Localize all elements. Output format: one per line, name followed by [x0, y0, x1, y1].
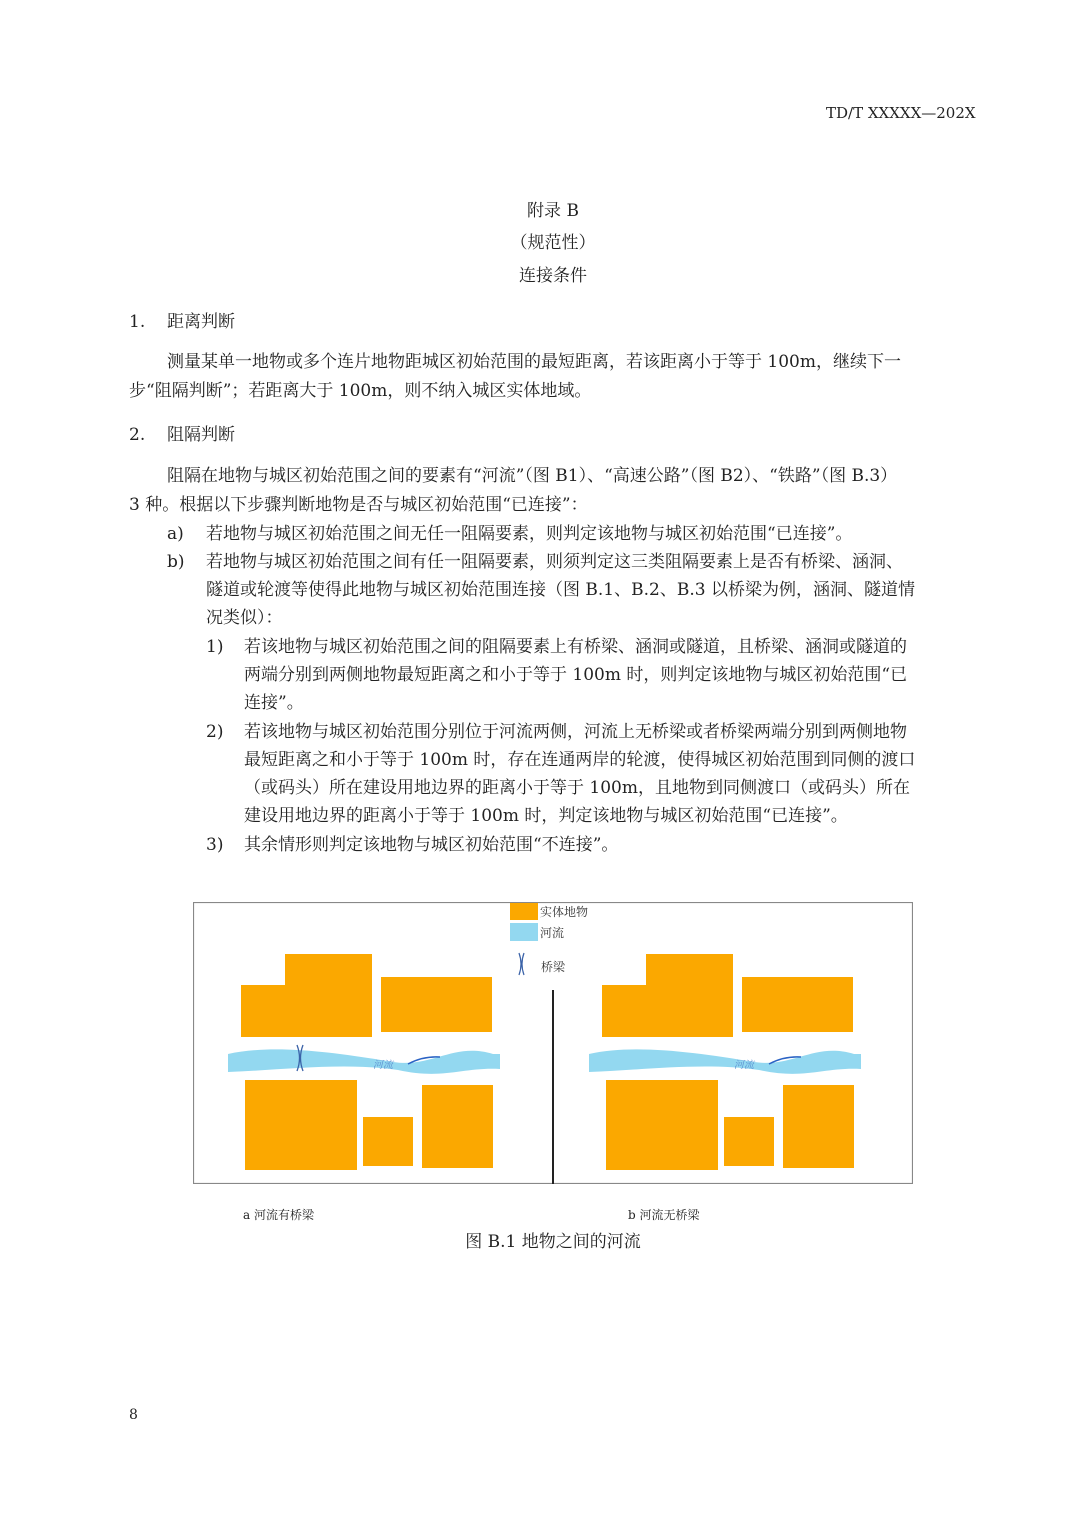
paragraph-line: 阻隔在地物与城区初始范围之间的要素有“河流”（图 B1）、“高速公路”（图 B2）、“铁路”（图 B.3）: [167, 466, 898, 486]
caption-b: b 河流无桥梁: [628, 1208, 700, 1222]
feature-block: [422, 1085, 493, 1168]
feature-block: [245, 1080, 357, 1170]
sublist-label: 2): [206, 722, 224, 742]
sublist-line: 连接”。: [244, 693, 304, 713]
sublist-label: 3): [206, 835, 224, 855]
feature-block: [363, 1117, 413, 1166]
list-line: 隧道或轮渡等使得此地物与城区初始范围连接（图 B.1、B.2、B.3 以桥梁为例，涵洞、隧道情: [206, 580, 915, 600]
section-heading: 距离判断: [167, 312, 235, 332]
legend-bridge-label: 桥梁: [541, 960, 566, 974]
legend-river-swatch: [510, 923, 538, 941]
feature-block: [724, 1117, 774, 1166]
sublist-line: 最短距离之和小于等于 100m 时，存在连通两岸的轮渡，使得城区初始范围到同侧的渡口: [244, 750, 916, 770]
sublist-line: （或码头）所在建设用地边界的距离小于等于 100m，且地物到同侧渡口（或码头）所在: [244, 778, 910, 798]
appendix-name: 连接条件: [519, 266, 587, 286]
list-label: a): [167, 524, 184, 544]
feature-block: [381, 977, 492, 1032]
feature-block: [742, 977, 853, 1032]
sublist-line: 若该地物与城区初始范围分别位于河流两侧，河流上无桥梁或者桥梁两端分别到两侧地物: [244, 722, 907, 742]
feature-block: [606, 1080, 718, 1170]
figure-title: 图 B.1 地物之间的河流: [465, 1232, 641, 1252]
paragraph-line: 步“阻隔判断”；若距离大于 100m，则不纳入城区实体地域。: [129, 381, 592, 401]
panel-a: [228, 954, 500, 1170]
legend-feature-label: 实体地物: [540, 905, 589, 919]
appendix-title: 附录 B: [527, 201, 579, 221]
section-number: 2.: [129, 425, 146, 445]
sublist-line: 其余情形则判定该地物与城区初始范围“不连接”。: [244, 835, 619, 855]
list-label: b): [167, 552, 185, 572]
legend-feature-swatch: [510, 903, 538, 920]
sublist-line: 两端分别到两侧地物最短距离之和小于等于 100m 时，则判定该地物与城区初始范围“已: [244, 665, 908, 685]
list-line: 况类似）：: [206, 608, 283, 628]
sublist-label: 1): [206, 637, 224, 657]
section-number: 1.: [129, 312, 146, 332]
panel-b: [589, 954, 861, 1170]
doc-code: TD/T XXXXX—202X: [826, 104, 976, 122]
sublist-line: 建设用地边界的距离小于等于 100m 时，判定该地物与城区初始范围“已连接”。: [244, 806, 848, 826]
legend-river-label: 河流: [540, 926, 565, 940]
appendix-type: （规范性）: [510, 233, 596, 253]
feature-block: [783, 1085, 854, 1168]
page-number: 8: [129, 1407, 138, 1423]
section-heading: 阻隔判断: [167, 425, 235, 445]
paragraph-line: 3 种。根据以下步骤判断地物是否与城区初始范围“已连接”：: [129, 495, 588, 515]
sublist-line: 若该地物与城区初始范围之间的阻隔要素上有桥梁、涵洞或隧道，且桥梁、涵洞或隧道的: [244, 637, 907, 657]
list-line: 若地物与城区初始范围之间有任一阻隔要素，则须判定这三类阻隔要素上是否有桥梁、涵洞、: [206, 552, 903, 572]
caption-a: a 河流有桥梁: [243, 1208, 314, 1222]
river-label: 河流: [373, 1060, 393, 1071]
river-label: 河流: [734, 1060, 754, 1071]
list-line: 若地物与城区初始范围之间无任一阻隔要素，则判定该地物与城区初始范围“已连接”。: [206, 524, 853, 544]
figure-b1-diagram: [193, 902, 913, 1184]
paragraph-line: 测量某单一地物或多个连片地物距城区初始范围的最短距离，若该距离小于等于 100m，继续下一: [167, 352, 901, 372]
